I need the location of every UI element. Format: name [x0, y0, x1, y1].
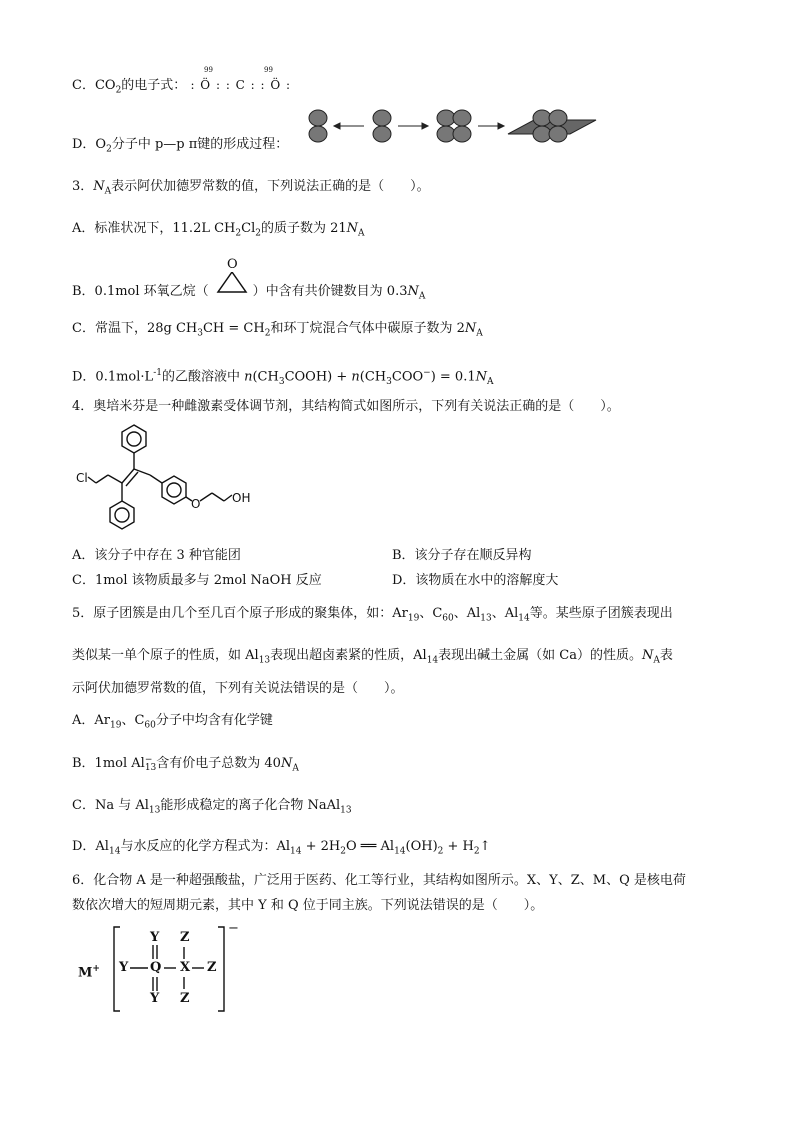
- q6-atom-y-left: Y: [119, 960, 129, 975]
- q5-stem-line3: 示阿伏加德罗常数的值，下列有关说法错误的是（ ）。: [72, 681, 404, 696]
- q6-atom-x: X: [180, 960, 191, 975]
- orbital-lobe: [373, 110, 391, 126]
- orbital-lobe: [309, 126, 327, 142]
- mol-label-oh: OH: [232, 491, 251, 505]
- orbital-lobe: [437, 110, 455, 126]
- q6-m-cation: M+: [78, 964, 100, 981]
- orbital-lobe: [453, 126, 471, 142]
- arrowhead: [334, 123, 340, 129]
- orbital-lobe: [533, 126, 551, 142]
- q3-option-d: D．$0.1mol\cdot L^{-1}$的乙酸溶液中 $n(CH_3COOH) + n(CH_3COO^-) = 0.1N_A$: [72, 368, 494, 387]
- q5-option-d: D．$Al_{14}$与水反应的化学方程式为：$Al_{14} + 2H_2O$ ══ $Al_{14}(OH)_2$ + $H_2↑$: [72, 839, 491, 857]
- benzene-ring-right: [162, 476, 186, 504]
- orbital-lobe: [309, 110, 327, 126]
- q5-stem-line2: 类似某一单个原子的性质，如 $Al_{13}$表现出超卤素紧的性质，$Al_{14}$表现出碱土金属（如 Ca）的性质。$N_A$表: [72, 648, 673, 666]
- q5-option-c: C．Na 与 $Al_{13}$能形成稳定的离子化合物 NaAl$_{13}$: [72, 798, 352, 816]
- lone-pair-mark-1: 99: [204, 66, 213, 74]
- orbital-lobe: [549, 110, 567, 126]
- orbital-lobe: [549, 126, 567, 142]
- q6-stem-line2: 数依次增大的短周期元素，其中 Y 和 Q 位于同主族。下列说法错误的是（ ）。: [72, 898, 544, 913]
- bracket-right: [218, 927, 224, 1011]
- q3-stem: 3．$N_A$表示阿伏加德罗常数的值，下列说法正确的是（ ）。: [72, 179, 430, 197]
- arrowhead: [498, 123, 504, 129]
- benzene-ring-top: [122, 425, 146, 453]
- q3-option-c: C．常温下，28g $CH_3CH = CH_2$和环丁烷混合气体中碳原子数为 $2N_A$: [72, 321, 483, 339]
- mol-label-o: O: [191, 497, 201, 511]
- p-orbital-diagram: [300, 108, 600, 148]
- q6-stem-line1: 6．化合物 A 是一种超强酸盐，广泛用于医药、化工等行业，其结构如图所示。X、Y、Z、M、Q 是核电荷: [72, 873, 686, 888]
- epoxide-o: O: [227, 257, 238, 272]
- q6-atom-q: Q: [150, 960, 162, 975]
- lewis-formula: : Ö : : C : : Ö :: [190, 78, 292, 92]
- q3-option-b: B．0.1mol 环氧乙烷（ ）中含有共价键数目为 $0.3N_A$: [72, 284, 426, 302]
- q6-atom-y-top: Y: [150, 930, 160, 945]
- q4-option-d: D．该物质在水中的溶解度大: [392, 573, 559, 588]
- q6-atom-z-top: Z: [180, 930, 190, 945]
- q6-atom-y-bottom: Y: [150, 991, 160, 1006]
- q4-stem: 4．奥培米芬是一种雌激素受体调节剂，其结构简式如图所示，下列有关说法正确的是（ ）。: [72, 399, 620, 414]
- q5-option-b: B．1mol Al − 13 含有价电子总数为 $40N_A$: [72, 754, 299, 774]
- orbital-lobe: [437, 126, 455, 142]
- mol-label-cl: Cl: [76, 471, 88, 485]
- orbital-lobe: [533, 110, 551, 126]
- q4-option-c: C．1mol 该物质最多与 2mol NaOH 反应: [72, 573, 322, 588]
- benzene-ring-bottom: [110, 501, 134, 529]
- q5-stem-line1: 5．原子团簇是由几个至几百个原子形成的聚集体，如：$Ar_{19}$、$C_{60}$、$Al_{13}$、$Al_{14}$等。某些原子团簇表现出: [72, 606, 673, 624]
- orbital-lobe: [453, 110, 471, 126]
- q3-option-a: A．标准状况下，11.2L $CH_2Cl_2$的质子数为 $21N_A$: [72, 221, 365, 239]
- q6-atom-z-right: Z: [207, 960, 217, 975]
- lone-pair-mark-2: 99: [264, 66, 273, 74]
- orbital-lobe: [373, 126, 391, 142]
- q6-atom-z-bottom: Z: [180, 991, 190, 1006]
- ospemifene-structure: [72, 425, 272, 540]
- arrowhead: [422, 123, 428, 129]
- q4-option-a: A．该分子中存在 3 种官能团: [72, 548, 241, 563]
- option-c-co2: C．$CO_2$的电子式： : Ö : : C : : Ö :: [72, 78, 292, 96]
- q6-charge: −: [228, 921, 239, 936]
- q5-option-a: A．$Ar_{19}$、$C_{60}$分子中均含有化学键: [72, 713, 273, 731]
- q4-option-b: B．该分子存在顺反异构: [392, 548, 532, 563]
- option-d-o2: D．$O_2$分子中 p—p π键的形成过程：: [72, 137, 289, 155]
